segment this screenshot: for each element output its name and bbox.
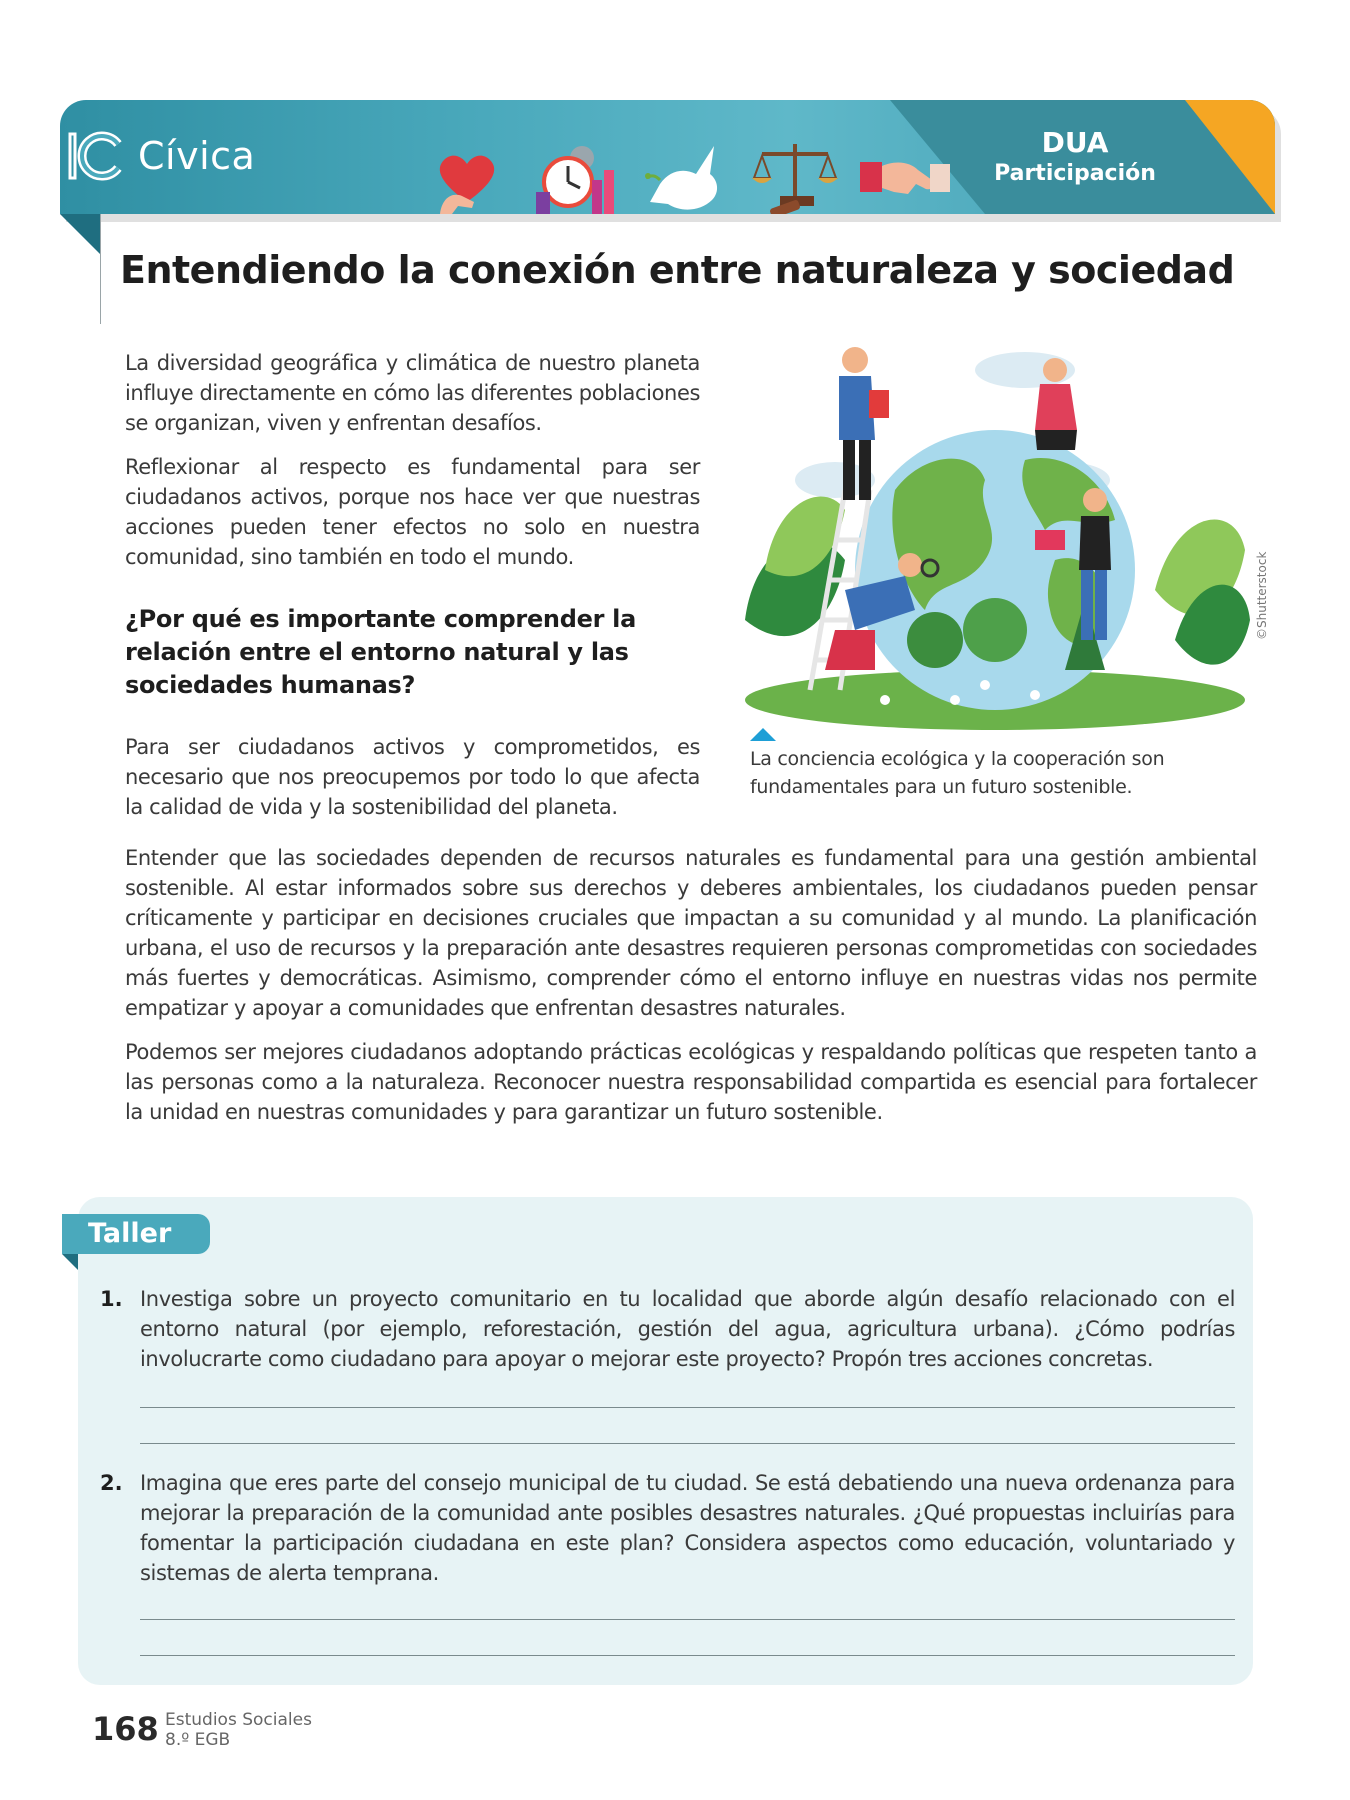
justice-scale-icon: [750, 140, 840, 214]
answer-line[interactable]: [140, 1443, 1235, 1444]
taller-section: [78, 1197, 1253, 1685]
question-2-number: 2.: [100, 1471, 123, 1495]
dua-badge: [975, 126, 1175, 186]
subject-title: Cívica: [138, 134, 256, 178]
paragraph-after-subheading: Para ser ciudadanos activos y comprometidos, es necesario que nos preocupemos por todo lo que afecta la calidad de vida y la sostenibilidad del planeta.: [125, 735, 700, 819]
person-pointing: [839, 347, 889, 500]
footer-book-info: [165, 1710, 312, 1750]
figure-caption: La conciencia ecológica y la cooperación son fundamentales para un futuro sostenible.: [750, 748, 1165, 798]
page-number: 168: [92, 1710, 159, 1748]
intro-paragraph-2: Reflexionar al respecto es fundamental para ser ciudadanos activos, porque nos hace ver que nuestras acciones pueden tener efectos no solo en nuestra comunidad, sino también en todo el mundo.: [125, 455, 700, 569]
caption-marker-icon: [750, 728, 776, 741]
handshake-icon: [860, 140, 950, 214]
body-paragraph-1: Entender que las sociedades dependen de recursos naturales es fundamental para una gestión ambiental sostenible. Al estar informados sobre sus derechos y deberes ambientales, los ciudadanos pueden pensar críticamente y participar en decisiones cruciales que impactan a su comunidad y al mundo. La planificación urbana, el uso de recursos y la preparación ante desastres requieren personas comprometidas con sociedades más fuertes y democráticas. Asimismo, comprender cómo el entorno influye en nuestras vidas nos permite empatizar y apoyar a comunidades que enfrentan desastres naturales.: [125, 846, 1257, 1020]
ic-logo-icon: [66, 130, 126, 182]
clock-gears-icon: [530, 140, 620, 214]
title-rule: [100, 214, 101, 324]
answer-line[interactable]: [140, 1655, 1235, 1656]
heart-hand-icon: [422, 140, 512, 214]
ecology-illustration: [735, 340, 1255, 730]
tree-shape: [963, 598, 1027, 662]
dua-subtitle: Participación: [994, 161, 1156, 186]
page-title: Entendiendo la conexión entre naturaleza y sociedad: [120, 248, 1235, 292]
footer-book-title: Estudios Sociales: [165, 1710, 312, 1730]
taller-tab-fold: [62, 1254, 78, 1270]
body-paragraph-2: Podemos ser mejores ciudadanos adoptando prácticas ecológicas y respaldando políticas que respeten tanto a las personas como a la naturaleza. Reconocer nuestra responsabilidad compartida es esencial para fortalecer la unidad en nuestras comunidades y para garantizar un futuro sostenible.: [125, 1040, 1257, 1124]
intro-paragraph-1: La diversidad geográfica y climática de nuestro planeta influye directamente en cómo las diferentes poblaciones se organizan, viven y enfrentan desafíos.: [125, 351, 700, 435]
dua-title: DUA: [1041, 126, 1109, 159]
question-2-text: Imagina que eres parte del consejo municipal de tu ciudad. Se está debatiendo una nueva ordenanza para mejorar la preparación de la comunidad ante posibles desastres naturales. ¿Qué propuestas incluirías para fomentar la participación ciudadana en este plan? Considera aspectos como educación, voluntariado y sistemas de alerta temprana.: [140, 1471, 1235, 1585]
image-credit: ©Shutterstock: [1255, 551, 1269, 640]
footer-grade: 8.º EGB: [165, 1730, 231, 1750]
header-banner: [60, 100, 1275, 214]
answer-line[interactable]: [140, 1407, 1235, 1408]
question-1-text: Investiga sobre un proyecto comunitario en tu localidad que aborde algún desafío relacionado con el entorno natural (por ejemplo, reforestación, gestión del agua, agricultura urbana). ¿Cómo podrías involucrarte como ciudadano para apoyar o mejorar este proyecto? Propón tres acciones concretas.: [140, 1287, 1235, 1371]
banner-fold: [60, 214, 100, 254]
taller-label: Taller: [62, 1214, 210, 1254]
dove-icon: [640, 140, 730, 214]
tree-shape: [907, 612, 963, 668]
answer-line[interactable]: [140, 1619, 1235, 1620]
question-1-number: 1.: [100, 1287, 123, 1311]
section-subheading: ¿Por qué es importante comprender la relación entre el entorno natural y las sociedades humanas?: [125, 605, 636, 699]
